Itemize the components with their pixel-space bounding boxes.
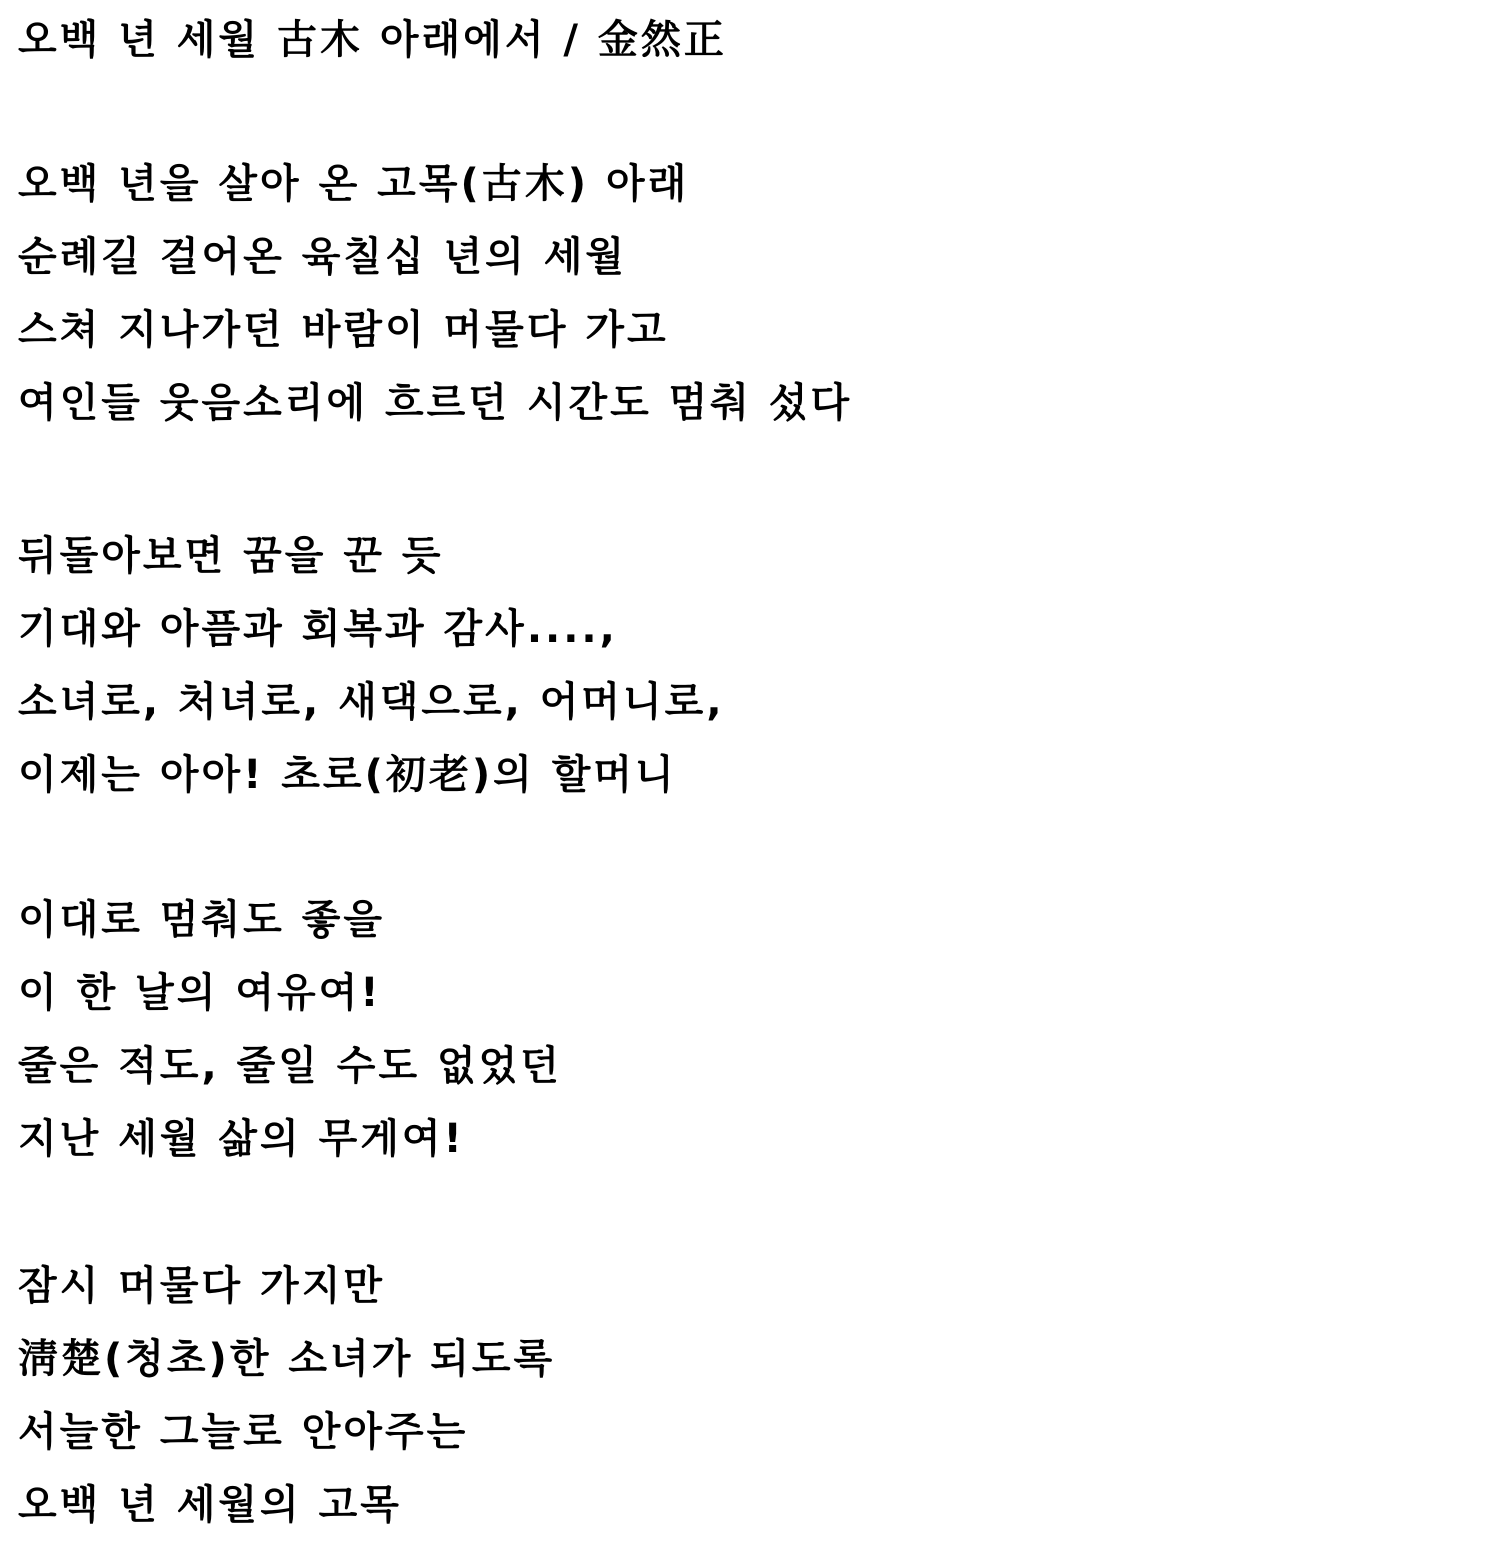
poem-line: 오백 년을 살아 온 고목(古木) 아래 — [18, 161, 690, 207]
poem-line: 줄은 적도, 줄일 수도 없었던 — [18, 1043, 562, 1089]
poem-line: 여인들 웃음소리에 흐르던 시간도 멈춰 섰다 — [18, 380, 853, 426]
poem-line: 스쳐 지나가던 바람이 머물다 가고 — [18, 307, 669, 353]
poem-line: 이 한 날의 여유여! — [18, 970, 382, 1016]
stanza-4 — [18, 1260, 555, 1552]
stanza-3 — [18, 894, 562, 1186]
poem-line: 기대와 아픔과 회복과 감사...., — [18, 606, 618, 652]
poem-line: 이제는 아아! 초로(初老)의 할머니 — [18, 752, 677, 798]
poem-line: 뒤돌아보면 꿈을 꾼 듯 — [18, 533, 444, 579]
poem-line: 지난 세월 삶의 무게여! — [18, 1116, 465, 1162]
poem-title: 오백 년 세월 古木 아래에서 / 金然正 — [18, 17, 727, 63]
poem-line: 이대로 멈춰도 좋을 — [18, 897, 385, 943]
stanza-1 — [18, 158, 852, 450]
poem-line: 잠시 머물다 가지만 — [18, 1263, 385, 1309]
poem-line: 순례길 걸어온 육칠십 년의 세월 — [18, 234, 628, 280]
poem-line: 서늘한 그늘로 안아주는 — [18, 1409, 469, 1455]
stanza-2 — [18, 530, 725, 822]
poem-line: 오백 년 세월의 고목 — [18, 1482, 402, 1528]
poem-line: 소녀로, 처녀로, 새댁으로, 어머니로, — [18, 679, 725, 725]
poem-line: 淸楚(청초)한 소녀가 되도록 — [18, 1336, 556, 1382]
